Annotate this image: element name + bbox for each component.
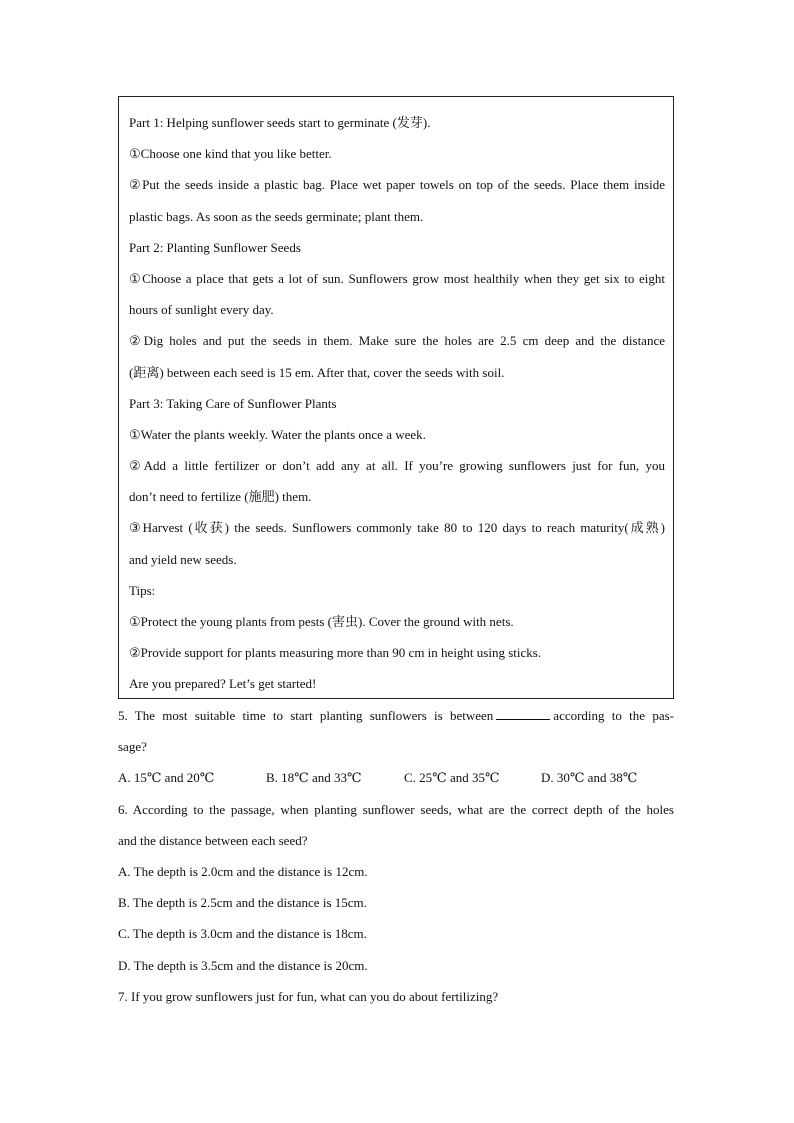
question-7-stem: 7. If you grow sunflowers just for fun, what can you do about fertilizing? [118, 988, 499, 1004]
answer-blank[interactable] [496, 708, 550, 720]
part2-heading: Part 2: Planting Sunflower Seeds [129, 239, 301, 255]
question-5-option-b[interactable]: B. 18℃ and 33℃ [266, 770, 362, 786]
part1-step2-line2: plastic bags. As soon as the seeds germinate; plant them. [129, 208, 424, 224]
part1-heading: Part 1: Helping sunflower seeds start to germinate (发芽). [129, 115, 431, 130]
part1-step1: ①Choose one kind that you like better. [129, 146, 332, 162]
question-5-stem [118, 700, 674, 731]
questions-section [118, 700, 674, 1012]
question-5-text-before: 5. The most suitable time to start planting sunflowers is between [118, 708, 494, 723]
question-6-stem-line2: and the distance between each seed? [118, 832, 308, 848]
part3-step2-line1: ②Add a little fertilizer or don’t add any at all. If you’re growing sunflowers just for fun, you [129, 458, 665, 474]
closing-line: Are you prepared? Let’s get started! [129, 676, 317, 692]
tip1: ①Protect the young plants from pests (害虫). Cover the ground with nets. [129, 614, 514, 629]
reading-passage-box [118, 96, 674, 699]
question-5-stem-line2: sage? [118, 739, 147, 755]
question-6-option-d[interactable]: D. The depth is 3.5cm and the distance is 20cm. [118, 957, 368, 973]
tip2: ②Provide support for plants measuring more than 90 cm in height using sticks. [129, 645, 542, 661]
question-5-option-c[interactable]: C. 25℃ and 35℃ [404, 770, 500, 786]
part3-step2-line2: don’t need to fertilize (施肥) them. [129, 489, 312, 505]
question-5-option-d[interactable]: D. 30℃ and 38℃ [541, 770, 638, 786]
part1-step2-line1: ②Put the seeds inside a plastic bag. Place wet paper towels on top of the seeds. Place them inside [129, 177, 665, 193]
question-5-options [118, 762, 674, 793]
question-6-option-c[interactable]: C. The depth is 3.0cm and the distance is 18cm. [118, 926, 367, 942]
question-6-option-a[interactable]: A. The depth is 2.0cm and the distance is 12cm. [118, 863, 368, 879]
part2-step1-line2: hours of sunlight every day. [129, 302, 274, 318]
part3-heading: Part 3: Taking Care of Sunflower Plants [129, 395, 337, 411]
part2-step1-line1: ①Choose a place that gets a lot of sun. Sunflowers grow most healthily when they get six to eight [129, 270, 665, 286]
question-5-text-after: according to the pas- [553, 708, 674, 723]
part3-step3-line2: and yield new seeds. [129, 551, 237, 567]
question-5-option-a[interactable]: A. 15℃ and 20℃ [118, 770, 215, 786]
question-6-stem-line1: 6. According to the passage, when planting sunflower seeds, what are the correct depth of the holes [118, 801, 674, 817]
part2-step2-line2: (距离) between each seed is 15 em. After that, cover the seeds with soil. [129, 364, 505, 380]
part3-step3-line1: ③Harvest (收获) the seeds. Sunflowers commonly take 80 to 120 days to reach maturity(成熟) [129, 520, 665, 536]
part2-step2-line1: ②Dig holes and put the seeds in them. Make sure the holes are 2.5 cm deep and the distance [129, 333, 665, 349]
question-6-option-b[interactable]: B. The depth is 2.5cm and the distance is 15cm. [118, 895, 367, 911]
tips-heading: Tips: [129, 582, 156, 598]
part3-step1: ①Water the plants weekly. Water the plants once a week. [129, 426, 426, 442]
